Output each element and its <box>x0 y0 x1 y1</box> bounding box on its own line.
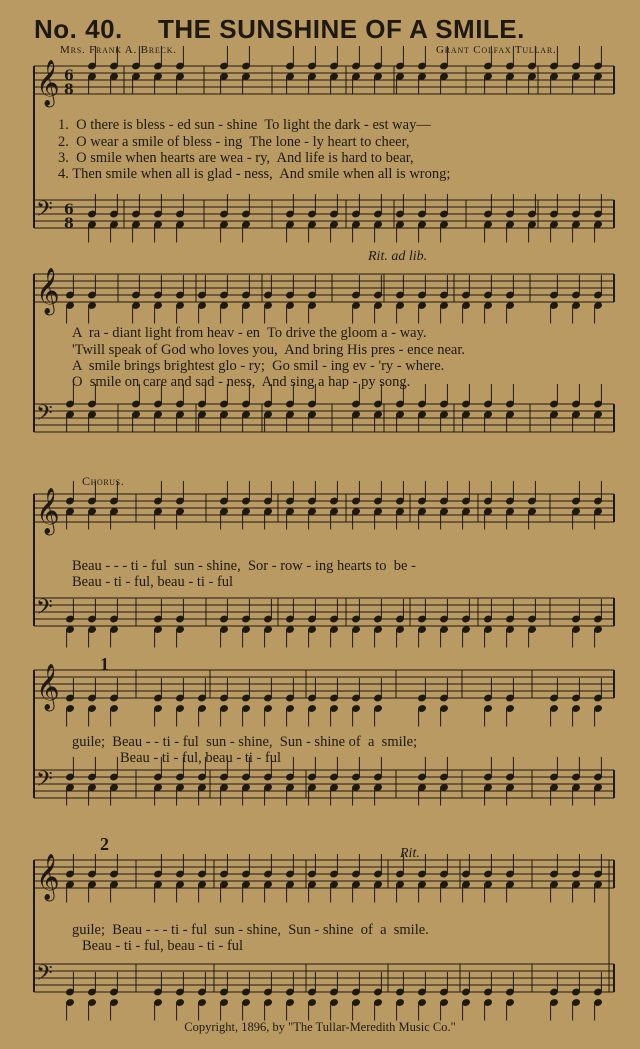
verse-1-line-b: A ra - diant light from heav - en To drive the gloom a - way. <box>72 325 427 341</box>
bass-clef-icon: 𝄢 <box>36 595 53 625</box>
time-signature: 6 <box>64 202 74 218</box>
rit-ad-lib-marking: Rit. ad lib. <box>368 249 428 264</box>
treble-clef-icon: 𝄞 <box>36 664 60 710</box>
treble-clef-icon: 𝄞 <box>36 854 60 900</box>
hymn-title: THE SUNSHINE OF A SMILE. <box>158 14 525 44</box>
verse-1-line-a: 1. O there is bless - ed sun - shine To light the dark - est way— <box>58 117 431 133</box>
chorus-label: Chorus. <box>82 474 125 488</box>
bass-clef-icon: 𝄢 <box>36 767 53 797</box>
lyricist-credit: Mrs. Frank A. Breck. <box>60 44 177 56</box>
chorus-line-1-echo: Beau - ti - ful, beau - ti - ful <box>72 574 234 590</box>
verse-4-line-a: 4. Then smile when all is glad - ness, And smile when all is wrong; <box>58 166 451 182</box>
treble-clef-icon: 𝄞 <box>36 268 60 314</box>
time-signature: 6 <box>64 68 74 84</box>
time-signature: 8 <box>64 82 74 98</box>
copyright-notice: Copyright, 1896, by "The Tullar-Meredith Music Co." <box>184 1020 456 1034</box>
verse-3-line-b: A smile brings brightest glo - ry; Go smil - ing ev - 'ry - where. <box>72 358 445 374</box>
first-ending-number: 1 <box>100 654 109 674</box>
verse-2-line-b: 'Twill speak of God who loves you, And bring His pres - ence near. <box>72 342 466 358</box>
chorus-line-2: guile; Beau - - ti - ful sun - shine, Sun - shine of a smile; <box>72 734 418 750</box>
bass-clef-icon: 𝄢 <box>36 401 53 431</box>
verse-2-line-a: 2. O wear a smile of bless - ing The lone - ly heart to cheer, <box>58 134 410 150</box>
bass-clef-icon: 𝄢 <box>36 961 53 991</box>
rit-marking: Rit. <box>400 846 420 861</box>
chorus-line-3-echo: Beau - ti - ful, beau - ti - ful <box>82 938 244 954</box>
verse-3-line-a: 3. O smile when hearts are wea - ry, And life is hard to bear, <box>58 150 414 166</box>
bass-clef-icon: 𝄢 <box>36 197 53 227</box>
composer-credit: Grant Colfax Tullar. <box>436 44 557 56</box>
chorus-line-3: guile; Beau - - - ti - ful sun - shine, Sun - shine of a smile. <box>72 922 429 938</box>
second-ending-number: 2 <box>100 834 109 854</box>
chorus-line-1: Beau - - - ti - ful sun - shine, Sor - row - ing hearts to be - <box>72 558 416 574</box>
time-signature: 8 <box>64 216 74 232</box>
verse-4-line-b: O smile on care and sad - ness, And sing a hap - py song. <box>72 374 411 390</box>
hymn-number: No. 40. <box>34 14 123 44</box>
treble-clef-icon: 𝄞 <box>36 60 60 106</box>
chorus-line-2-echo: Beau - ti - ful, beau - ti - ful <box>120 750 282 766</box>
treble-clef-icon: 𝄞 <box>36 488 60 534</box>
